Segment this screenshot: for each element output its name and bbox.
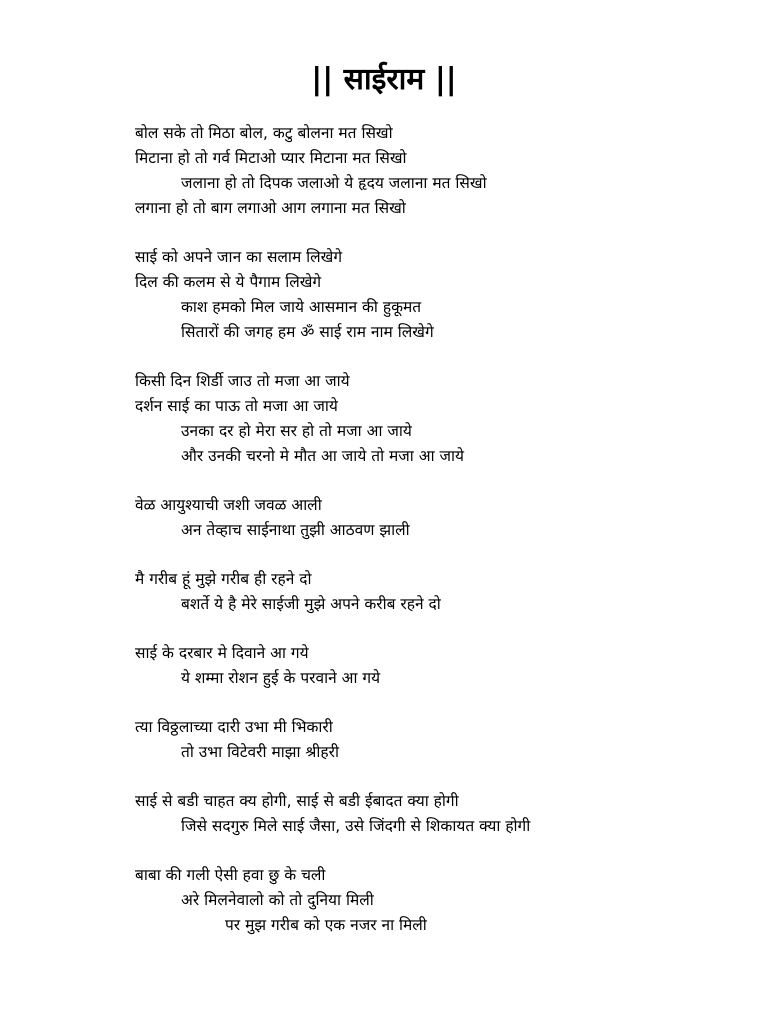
stanza xyxy=(135,369,755,469)
poem-line: काश हमको मिल जाये आसमान की हुकूमत xyxy=(181,298,422,316)
poem-line: और उनकी चरनो मे मौत आ जाये तो मजा आ जाये xyxy=(181,447,464,465)
poem-line: दर्शन साई का पाऊ तो मजा आ जाये xyxy=(135,397,338,415)
poem-line: जिसे सदगुरु मिले साई जैसा, उसे जिंदगी से शिकायत क्या होगी xyxy=(181,817,531,835)
poem-line: बाबा की गली ऐसी हवा छु के चली xyxy=(135,866,326,884)
poem-line: अन तेव्हाच साईनाथा तुझी आठवण झाली xyxy=(181,521,410,539)
poem-line: किसी दिन शिर्डी जाउ तो मजा आ जाये xyxy=(135,372,350,390)
poem-line: तो उभा विटेवरी माझा श्रीहरी xyxy=(181,743,339,761)
stanza xyxy=(135,863,755,938)
poem-line: ये शम्मा रोशन हुई के परवाने आ गये xyxy=(181,669,381,687)
poem-line: सितारों की जगह हम ॐ साई राम नाम लिखेगे xyxy=(181,323,434,341)
stanza xyxy=(135,121,755,221)
stanza xyxy=(135,567,755,617)
poem-line: मै गरीब हूं मुझे गरीब ही रहने दो xyxy=(135,570,312,588)
stanza xyxy=(135,245,755,345)
poem-line: जलाना हो तो दिपक जलाओ ये हृदय जलाना मत सिखो xyxy=(181,174,487,192)
poem-line: बोल सके तो मिठा बोल, कटु बोलना मत सिखो xyxy=(135,124,393,142)
stanza xyxy=(135,715,755,765)
poem-line: त्या विठ्ठलाच्या दारी उभा मी भिकारी xyxy=(135,718,333,736)
poem-line: पर मुझ गरीब को एक नजर ना मिली xyxy=(225,916,427,934)
stanza xyxy=(135,789,755,839)
stanza xyxy=(135,641,755,691)
poem-line: मिटाना हो तो गर्व मिटाओ प्यार मिटाना मत सिखो xyxy=(135,149,407,167)
poem-line: साई के दरबार मे दिवाने आ गये xyxy=(135,644,309,662)
poem-line: साई से बडी चाहत क्य होगी, साई से बडी ईबादत क्या होगी xyxy=(135,792,459,810)
poem-line: वेळ आयुश्याची जशी जवळ आली xyxy=(135,496,322,514)
poem-line: उनका दर हो मेरा सर हो तो मजा आ जाये xyxy=(181,422,412,440)
poem-line: दिल की कलम से ये पैगाम लिखेगे xyxy=(135,273,322,291)
poem-line: बशर्ते ये है मेरे साईजी मुझे अपने करीब रहने दो xyxy=(181,595,441,613)
poem-body xyxy=(135,121,755,962)
poem-line: लगाना हो तो बाग लगाओ आग लगाना मत सिखो xyxy=(135,199,406,217)
stanza xyxy=(135,493,755,543)
poem-line: अरे मिलनेवालो को तो दुनिया मिली xyxy=(181,891,374,909)
page-title: || साईराम || xyxy=(311,62,457,97)
poem-line: साई को अपने जान का सलाम लिखेगे xyxy=(135,248,343,266)
